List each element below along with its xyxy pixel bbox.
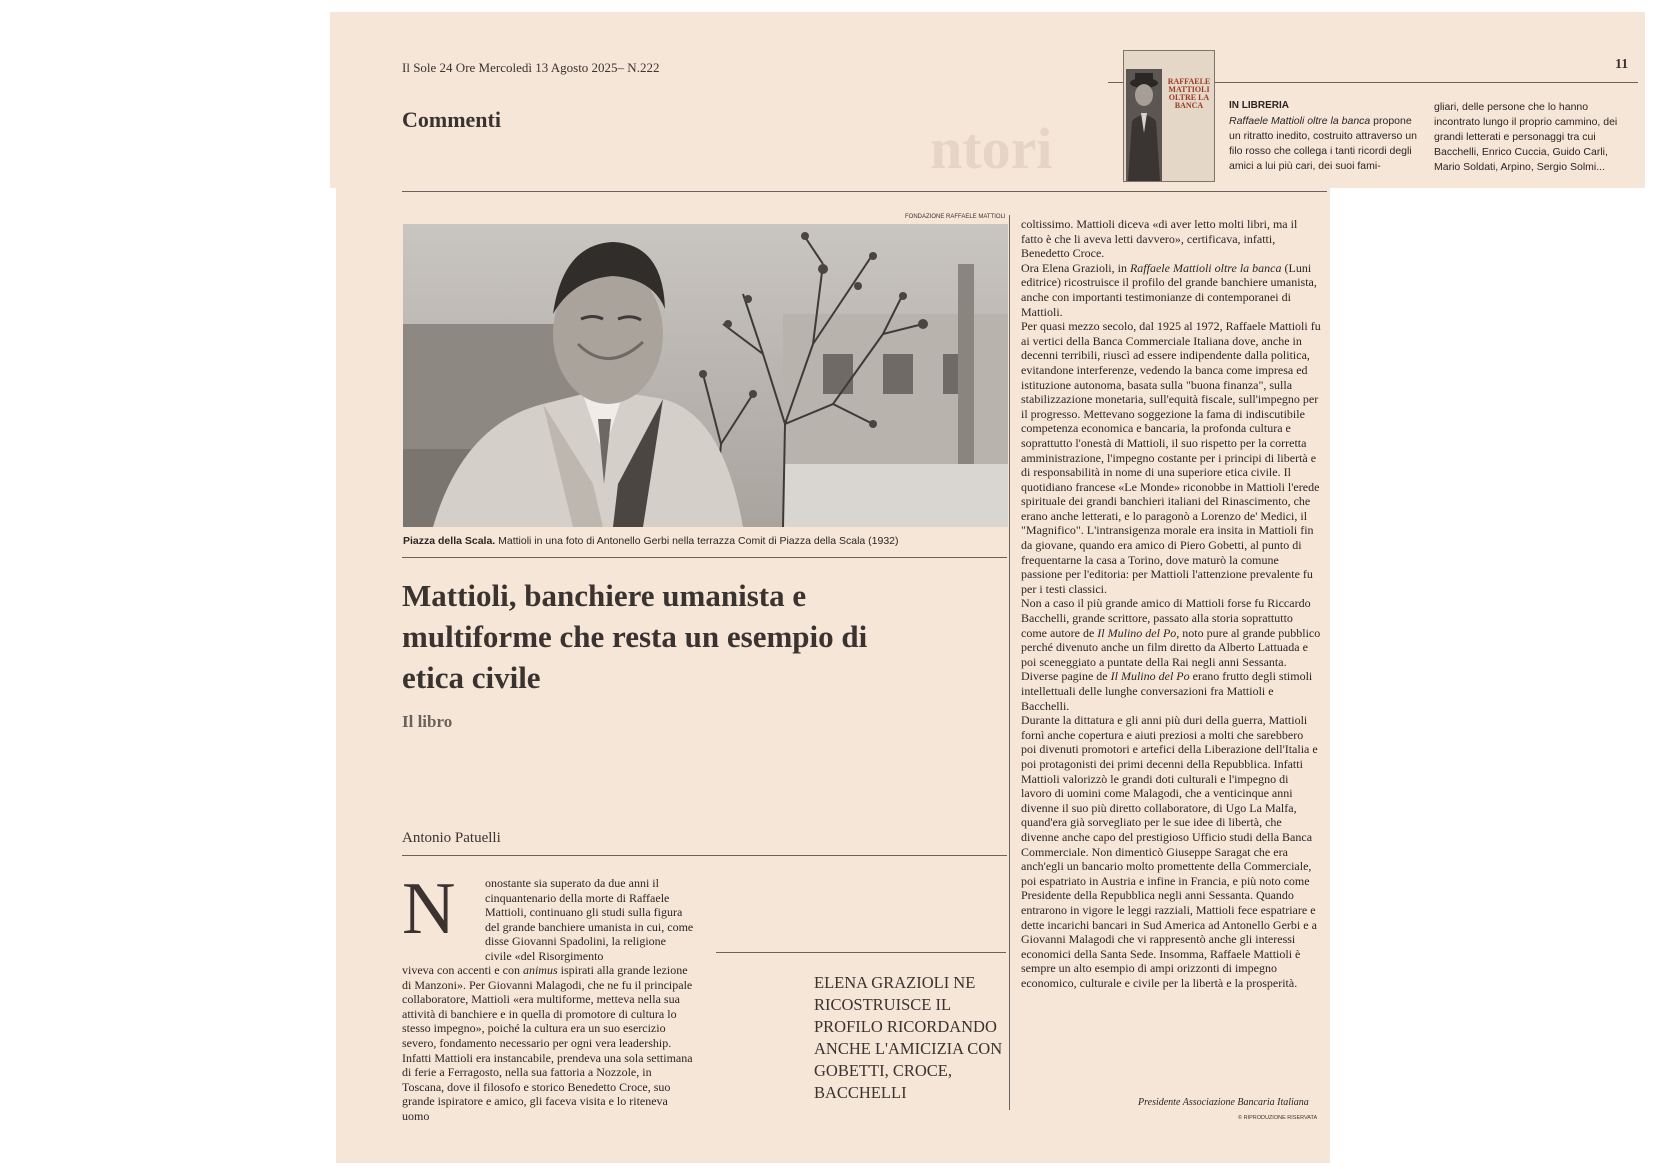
copyright-notice: © RIPRODUZIONE RISERVATA (1238, 1115, 1318, 1121)
body-column-right (1021, 217, 1321, 990)
drop-cap: N (402, 868, 456, 950)
book-cover-title: RAFFAELE MATTIOLI OLTRE LA BANCA (1167, 77, 1211, 110)
book-cover (1123, 50, 1215, 182)
caption-text: Mattioli in una foto di Antonello Gerbi nella terrazza Comit di Piazza della Scala (1932) (495, 535, 899, 547)
article-headline: Mattioli, banchiere umanista e multiforme che resta un esempio di etica civile (402, 578, 868, 695)
book-blurb-title: Raffaele Mattioli oltre la banca (1229, 115, 1371, 127)
header-rule (402, 191, 1327, 192)
caption-location: Piazza della Scala. (403, 535, 496, 547)
body-text-span: viveva con accenti e con (402, 963, 523, 977)
book-blurb-text: propone un ritratto inedito, costruito attraverso un filo rosso che collega i tanti ricordi degli amici a lui più cari, dei suoi fami- (1229, 115, 1417, 172)
author-signature: Presidente Associazione Bancaria Italiana (1138, 1097, 1309, 1108)
byline-rule (402, 855, 1007, 856)
body-text-span: , noto pure al grande pubblico perché divenuto anche un film diretto da Alberto Lattuada e poi sceneggiato a puntate della Rai negli anni Sessanta. Diverse pagine de (1021, 625, 1321, 684)
body-text-span: erano frutto degli stimoli intellettuali delle lunghe conversazioni fra Mattioli e Bacchelli. (1021, 669, 1313, 713)
pullquote-rule (716, 952, 1006, 953)
column-divider (1009, 215, 1010, 1110)
body-text-span: ispirati alla grande lezione di Manzoni». Per Giovanni Malagodi, che ne fu il principale collaboratore, Mattioli «era multiforme, metteva nella sua attività di banchiere e in quella di promotore di cultura lo stesso impegno», poiché la cultura era un suo esercizio severo, fondamento necessario per ogni vera leadership. Infatti Mattioli era instancabile, prendeva una sola settimana di ferie a Ferragosto, nella sua fattoria a Nozzole, in Toscana, dove il filosofo e storico Benedetto Croce, suo grande ispiratore e amico, gli faceva visita e lo riteneva uomo (402, 963, 693, 1123)
book-blurb-col1 (1229, 114, 1424, 174)
section-title: Commenti (402, 107, 501, 132)
body-paragraph-2: coltissimo. Mattioli diceva «di aver letto molti libri, ma il fatto è che li aveva letti davvero», certificava, infatti, Benedetto Croce. (1021, 217, 1298, 261)
book-cover-subtitle (1166, 119, 1212, 125)
photo-caption (403, 535, 899, 547)
photo-credit: FONDAZIONE RAFFAELE MATTIOLI (905, 214, 1006, 220)
body-paragraph-6: Durante la dittatura e gli anni più duri della guerra, Mattioli fornì anche copertura e aiuti preziosi a molti che sarebbero poi divenuti promotori e artefici della Liberazione dell'Italia e poi protagonisti dei primi decenni della Repubblica. Infatti Mattioli valorizzò le grandi doti culturali e l'impegno di lavoro di uomini come Malagodi, che a venticinque anni divenne il suo più diretto collaboratore, di Ugo La Malfa, quand'era già sorvegliato per le sue idee di libertà, che divenne anche capo del prestigioso Ufficio studi della Banca Commerciale. Non dimenticò Giuseppe Saragat che era anch'egli un bancario molto promettente della Commerciale, poi espatriato in Austria e infine in Francia, e più noto come Presidente della Repubblica negli anni Sessanta. Quando entrarono in vigore le leggi razziali, Mattioli fece espatriare e dette incarichi bancari in Sud America ad Antonello Gerbi e a Giovanni Malagodi che vi rappresentò anche gli interessi economici della Santa Sede. Insomma, Raffaele Mattioli è sempre un alto esempio di ampi orizzonti di impegno economico, culturale e civile per la libertà e la prosperità. (1021, 713, 1318, 990)
body-paragraph-4: Per quasi mezzo secolo, dal 1925 al 1972, Raffaele Mattioli fu ai vertici della Banca Commerciale Italiana dove, anche in decenni terribili, riuscì ad essere indipendente dalla politica, evitandone interferenze, vedendo la banca come impresa ed istituzione autonoma, basata sulla "buona finanza", sulla stabilizzazione monetaria, sull'equità fiscale, sull'impegno per il progresso. Mettevano soggezione la fama di indiscutibile competenza economica e bancaria, la profonda cultura e soprattutto l'onestà di Mattioli, il suo rispetto per la corretta amministrazione, l'impegno costante per i principi di libertà e di responsabilità in nome di una superiore etica civile. Il quotidiano francese «Le Monde» riconobbe in Mattioli l'erede spirituale dei grandi banchieri italiani del Rinascimento, che erano anche letterati, e lo paragonò a Lorenzo de' Medici, il "Magnifico". L'intransigenza morale era insita in Mattioli fin da giovane, quando era amico di Piero Gobetti, al punto di frequentarne la casa a Torino, dove maturò la comune passione per l'editoria: per Mattioli l'attenzione prevalente fu per i testi classici. (1021, 319, 1321, 596)
book-title-italic: Il Mulino del Po (1110, 669, 1190, 684)
show-through-text: ntori (930, 116, 1053, 181)
article-kicker: Il libro (402, 712, 453, 731)
book-blurb-col2: gliari, delle persone che lo hanno incontrato lungo il proprio cammino, dei grandi letterati e personaggi tra cui Bacchelli, Enrico Cuccia, Guido Carli, Mario Soldati, Arpino, Sergio Solmi... (1434, 101, 1618, 173)
page-number: 11 (1615, 57, 1629, 72)
body-paragraph-1 (402, 963, 695, 1124)
body-text-span: (Luni editrice) ricostruisce il profilo del grande banchiere umanista, anche con importanti testimonianze di contemporanei di Mattioli. (1021, 260, 1317, 319)
in-libreria-label: IN LIBRERIA (1229, 100, 1289, 111)
body-text-span: Non a caso il più grande amico di Mattioli forse fu Riccardo Bacchelli, grande scrittore, passato alla storia soprattutto come autore de (1021, 596, 1311, 640)
book-cover-portrait (1124, 51, 1215, 182)
body-text-span: Ora Elena Grazioli, in (1021, 260, 1130, 275)
body-text-italic: animus (522, 963, 558, 977)
body-paragraph-5 (1021, 596, 1321, 713)
book-title-italic: Il Mulino del Po (1097, 625, 1177, 640)
body-paragraph-3 (1021, 261, 1321, 319)
pull-quote: ELENA GRAZIOLI NE RICOSTRUISCE IL PROFILO RICORDANDO ANCHE L'AMICIZIA CON GOBETTI, CROCE, BACCHELLI (814, 973, 1003, 1102)
caption-rule (402, 557, 1007, 558)
masthead: Il Sole 24 Ore Mercoledì 13 Agosto 2025– N.222 (402, 60, 660, 75)
portrait-photo (403, 224, 1008, 527)
body-paragraph-1-opening: onostante sia superato da due anni il cinquantenario della morte di Raffaele Mattioli, continuano gli studi sulla figura del grande banchiere umanista in cui, come disse Giovanni Spadolini, la religione civile «del Risorgimento (485, 876, 694, 963)
article-byline: Antonio Patuelli (402, 830, 501, 846)
book-title-italic: Raffaele Mattioli oltre la banca (1129, 260, 1282, 275)
